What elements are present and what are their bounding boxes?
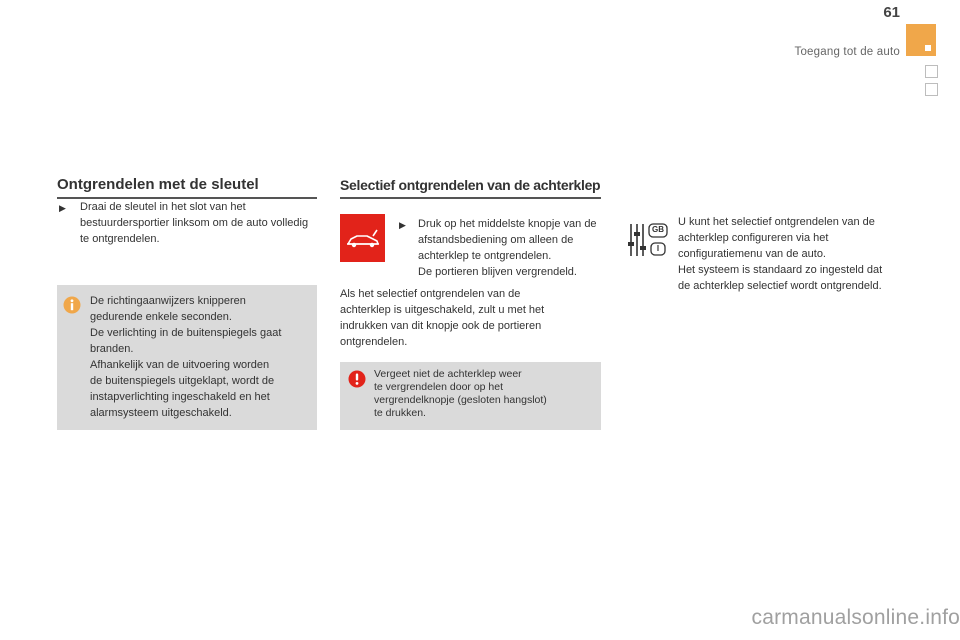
info-icon (63, 296, 81, 314)
section-heading-selective-unlock: Selectief ontgrendelen van de achterklep (340, 177, 601, 193)
warning-text: Vergeet niet de achterklep weer te vergrendelen door op het vergrendelknopje (gesloten hangslot) te drukken. (374, 368, 547, 419)
car-boot-unlock-icon (340, 214, 385, 262)
bullet-arrow-icon: ▶ (399, 221, 406, 231)
warning-icon (348, 370, 366, 388)
language-badge-top: GB (652, 225, 664, 234)
heading-rule (340, 197, 601, 199)
language-badge-bottom: I (656, 244, 660, 253)
config-menu-icon (626, 222, 671, 260)
nav-box-outline (925, 83, 938, 96)
paragraph: Als het selectief ontgrendelen van de achterklep is uitgeschakeld, zult u met het indrukken van dit knopje ook de portieren ontgrendelen. (340, 288, 545, 348)
chapter-tab (906, 24, 936, 56)
bullet-arrow-icon: ▶ (59, 204, 66, 214)
info-panel (57, 285, 317, 430)
nav-box-outline (925, 65, 938, 78)
warning-panel (340, 362, 601, 430)
watermark: carmanualsonline.info (751, 606, 960, 629)
step-text: Druk op het middelste knopje van de afstandsbediening om alleen de achterklep te ontgrendelen. De portieren blijven vergrendeld. (418, 218, 597, 278)
step-text: Draai de sleutel in het slot van het bestuurdersportier linksom om de auto volledig te ontgrendelen. (80, 201, 309, 245)
section-title: Toegang tot de auto (794, 46, 900, 58)
info-text: De richtingaanwijzers knipperen gedurende enkele seconden. De verlichting in de buitenspiegels gaat branden. Afhankelijk van de uitvoering worden de buitenspiegels uitgeklapt, wordt de instapverlichting ingeschakeld en het alarmsysteem uitgeschakeld. (90, 295, 282, 419)
section-heading-key-unlock: Ontgrendelen met de sleutel (57, 176, 259, 193)
page-number: 61 (883, 4, 900, 21)
config-text: U kunt het selectief ontgrendelen van de achterklep configureren via het configuratiemenu van de auto. Het systeem is standaard zo ingesteld dat de achterklep selectief wordt ontgrendeld. (678, 216, 883, 292)
